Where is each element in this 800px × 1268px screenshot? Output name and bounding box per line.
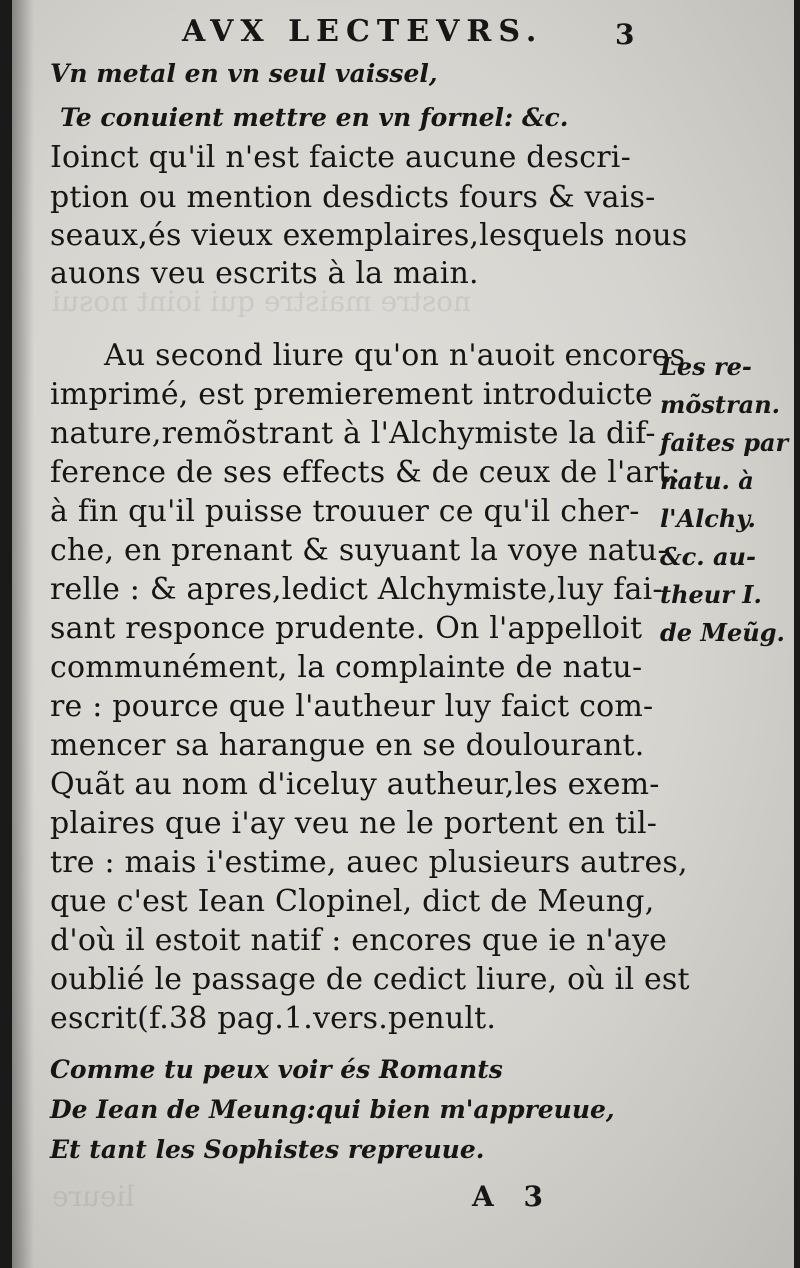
signature-mark: A 3 bbox=[472, 1180, 553, 1213]
body-line: mencer sa harangue en se doulourant. bbox=[50, 728, 645, 763]
show-through-text: nostre maistre qui ioint nosui bbox=[52, 285, 472, 318]
verse-line: Et tant les Sophistes repreuue. bbox=[50, 1135, 485, 1164]
margin-note-line: Les re- bbox=[660, 352, 752, 381]
body-line: ference de ses effects & de ceux de l'art: bbox=[50, 455, 681, 490]
body-line: communément, la complainte de natu- bbox=[50, 650, 643, 685]
body-line: Quãt au nom d'iceluy autheur,les exem- bbox=[50, 767, 660, 802]
book-page bbox=[12, 0, 794, 1268]
body-line: escrit(f.38 pag.1.vers.penult. bbox=[50, 1001, 497, 1036]
margin-note-line: natu. à bbox=[660, 466, 754, 495]
body-line: plaires que i'ay veu ne le portent en til- bbox=[50, 806, 658, 841]
margin-note-line: l'Alchy. bbox=[660, 504, 756, 533]
margin-note-line: de Meũg. bbox=[660, 618, 785, 647]
margin-note-line: &c. au- bbox=[660, 542, 756, 571]
margin-note bbox=[660, 348, 794, 652]
body-line: Au second liure qu'on n'auoit encores bbox=[104, 338, 686, 373]
body-line: relle : & apres,ledict Alchymiste,luy fai- bbox=[50, 572, 663, 607]
body-line: tre : mais i'estime, auec plusieurs autres, bbox=[50, 845, 688, 880]
body-line: que c'est Iean Clopinel, dict de Meung, bbox=[50, 884, 655, 919]
body-line: che, en prenant & suyuant la voye natu- bbox=[50, 533, 668, 568]
body-line: imprimé, est premierement introduicte bbox=[50, 377, 654, 412]
body-line: nature,remõstrant à l'Alchymiste la dif- bbox=[50, 416, 656, 451]
body-line: re : pource que l'autheur luy faict com- bbox=[50, 689, 654, 724]
body-line: sant responce prudente. On l'appelloit bbox=[50, 611, 643, 646]
body-line: seaux,és vieux exemplaires,lesquels nous bbox=[50, 218, 688, 253]
margin-note-line: mõstran. bbox=[660, 390, 780, 419]
body-line: auons veu escrits à la main. bbox=[50, 256, 479, 291]
verse-line: De Iean de Meung:qui bien m'appreuue, bbox=[50, 1095, 615, 1124]
running-head: AVX LECTEVRS. bbox=[182, 14, 544, 49]
body-line: ption ou mention desdicts fours & vais- bbox=[50, 180, 656, 215]
verse-line: Comme tu peux voir és Romants bbox=[50, 1055, 503, 1084]
body-line: Ioinct qu'il n'est faicte aucune descri- bbox=[50, 140, 631, 175]
margin-note-line: theur I. bbox=[660, 580, 762, 609]
body-line: oublié le passage de cedict liure, où il est bbox=[50, 962, 690, 997]
page-number: 3 bbox=[615, 18, 635, 51]
page-edge-shadow bbox=[12, 0, 34, 1268]
body-line: à fin qu'il puisse trouuer ce qu'il cher- bbox=[50, 494, 640, 529]
show-through-text: lieure bbox=[52, 1180, 135, 1213]
margin-note-line: faites par bbox=[660, 428, 789, 457]
verse-line: Te conuient mettre en vn fornel: &c. bbox=[60, 103, 569, 132]
body-line: d'où il estoit natif : encores que ie n'aye bbox=[50, 923, 668, 958]
verse-line: Vn metal en vn seul vaissel, bbox=[50, 59, 438, 88]
